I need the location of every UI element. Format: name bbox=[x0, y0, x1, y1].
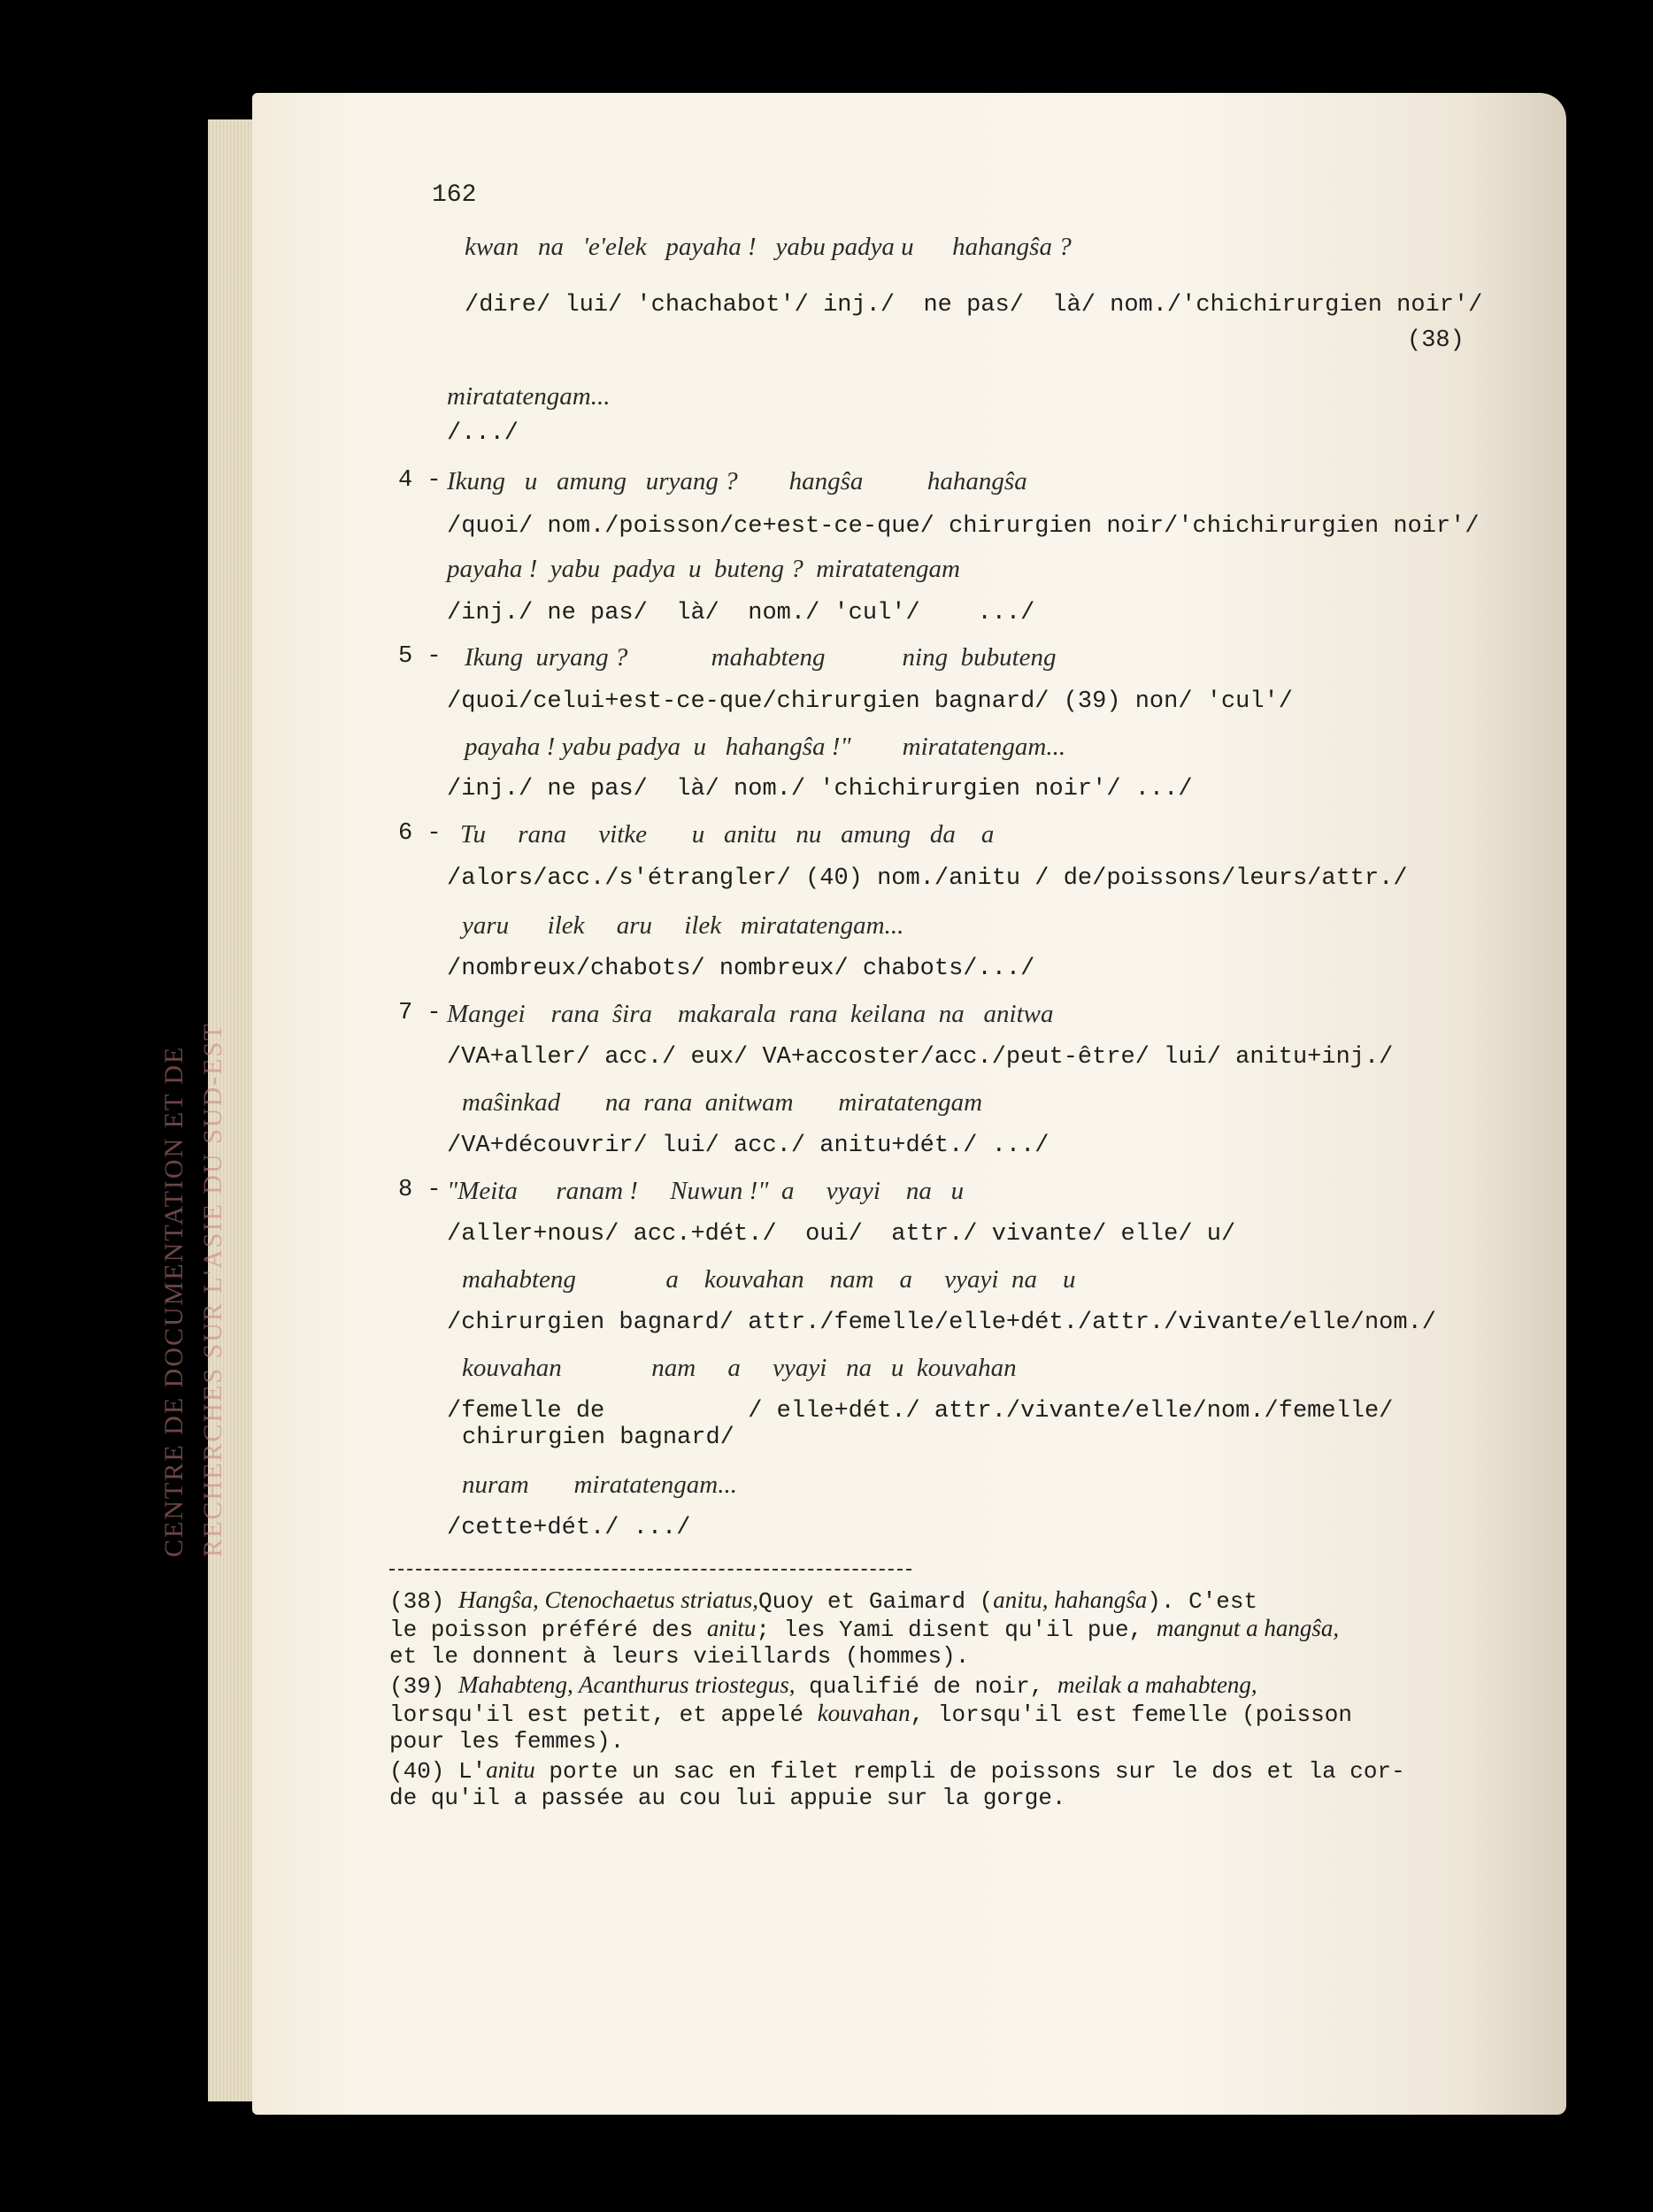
footnote-40-line-2: de qu'il a passée au cou lui appuie sur la gorge. bbox=[389, 1785, 1066, 1811]
gloss-line: chirurgien bagnard/ bbox=[462, 1425, 734, 1451]
vernacular-line: maŝinkad na rana anitwam miratatengam bbox=[462, 1088, 983, 1117]
vernacular-line: mahabteng a kouvahan nam a vyayi na u bbox=[462, 1265, 1076, 1294]
footnote-39-line-2: lorsqu'il est petit, et appelé kouvahan, lorsqu'il est femelle (poisson bbox=[389, 1700, 1352, 1728]
gloss-line: /alors/acc./s'étrangler/ (40) nom./anitu / de/poissons/leurs/attr./ bbox=[447, 865, 1408, 892]
gloss-line: /dire/ lui/ 'chachabot'/ inj./ ne pas/ là/ nom./'chichirurgien noir'/ bbox=[465, 292, 1483, 319]
library-stamp bbox=[155, 885, 261, 1557]
vernacular-line: payaha ! yabu padya u hahangŝa !" miratatengam... bbox=[465, 733, 1066, 761]
gloss-line: (38) bbox=[1407, 327, 1465, 354]
vernacular-line: Ikung u amung uryang ? hangŝa hahangŝa bbox=[447, 467, 1027, 495]
gloss-line: /.../ bbox=[447, 420, 519, 447]
gloss-line: /VA+découvrir/ lui/ acc./ anitu+dét./ .../ bbox=[447, 1133, 1049, 1159]
gloss-line: /aller+nous/ acc.+dét./ oui/ attr./ vivante/ elle/ u/ bbox=[447, 1221, 1236, 1248]
stamp-line-1: CENTRE DE DOCUMENTATION ET DE bbox=[159, 1045, 188, 1557]
vernacular-line: payaha ! yabu padya u buteng ? miratatengam bbox=[447, 555, 960, 583]
gloss-line: /quoi/celui+est-ce-que/chirurgien bagnard/ (39) non/ 'cul'/ bbox=[447, 688, 1293, 715]
gloss-line: /femelle de / elle+dét./ attr./vivante/elle/nom./femelle/ bbox=[447, 1398, 1394, 1425]
footnote-38-line-3: et le donnent à leurs vieillards (hommes). bbox=[389, 1643, 970, 1670]
gloss-line: /chirurgien bagnard/ attr./femelle/elle+dét./attr./vivante/elle/nom./ bbox=[447, 1310, 1436, 1336]
stamp-line-2: RECHERCHES SUR L'ASIE DU SUD-EST bbox=[198, 1022, 227, 1557]
footnote-rule bbox=[389, 1569, 911, 1571]
gloss-line: /quoi/ nom./poisson/ce+est-ce-que/ chirurgien noir/'chichirurgien noir'/ bbox=[447, 513, 1480, 540]
page-number: 162 bbox=[432, 181, 477, 209]
example-number: 7 - bbox=[398, 1000, 442, 1026]
footnote-39-line-3: pour les femmes). bbox=[389, 1728, 625, 1755]
footnote-40-line-1: (40) L'anitu porte un sac en filet rempli de poissons sur le dos et la cor- bbox=[389, 1756, 1405, 1785]
vernacular-line: Ikung uryang ? mahabteng ning bubuteng bbox=[465, 643, 1057, 672]
vernacular-line: kwan na 'e'elek payaha ! yabu padya u hahangŝa ? bbox=[465, 233, 1072, 261]
footnote-38-line-2: le poisson préféré des anitu; les Yami disent qu'il pue, mangnut a hangŝa, bbox=[389, 1615, 1340, 1643]
vernacular-line: yaru ilek aru ilek miratatengam... bbox=[462, 911, 904, 940]
vernacular-line: kouvahan nam a vyayi na u kouvahan bbox=[462, 1354, 1017, 1382]
gloss-line: /inj./ ne pas/ là/ nom./ 'cul'/ .../ bbox=[447, 600, 1035, 626]
vernacular-line: nuram miratatengam... bbox=[462, 1471, 737, 1499]
example-number: 6 - bbox=[398, 820, 442, 847]
example-number: 4 - bbox=[398, 467, 442, 494]
gloss-line: /nombreux/chabots/ nombreux/ chabots/.../ bbox=[447, 956, 1035, 982]
example-number: 8 - bbox=[398, 1177, 442, 1203]
gloss-line: /VA+aller/ acc./ eux/ VA+accoster/acc./peut-être/ lui/ anitu+inj./ bbox=[447, 1044, 1394, 1071]
vernacular-line: "Meita ranam ! Nuwun !" a vyayi na u bbox=[447, 1177, 965, 1205]
example-number: 5 - bbox=[398, 643, 442, 670]
vernacular-line: Tu rana vitke u anitu nu amung da a bbox=[460, 820, 995, 849]
vernacular-line: Mangei rana ŝira makarala rana keilana na anitwa bbox=[447, 1000, 1054, 1028]
footnote-39-line-1: (39) Mahabteng, Acanthurus triostegus, qualifié de noir, meilak a mahabteng, bbox=[389, 1671, 1257, 1700]
vernacular-line: miratatengam... bbox=[447, 382, 611, 411]
footnote-38-line-1: (38) Hangŝa, Ctenochaetus striatus,Quoy et Gaimard (anitu, hahangŝa). C'est bbox=[389, 1586, 1258, 1615]
gloss-line: /inj./ ne pas/ là/ nom./ 'chichirurgien noir'/ .../ bbox=[447, 776, 1193, 803]
gloss-line: /cette+dét./ .../ bbox=[447, 1515, 691, 1541]
